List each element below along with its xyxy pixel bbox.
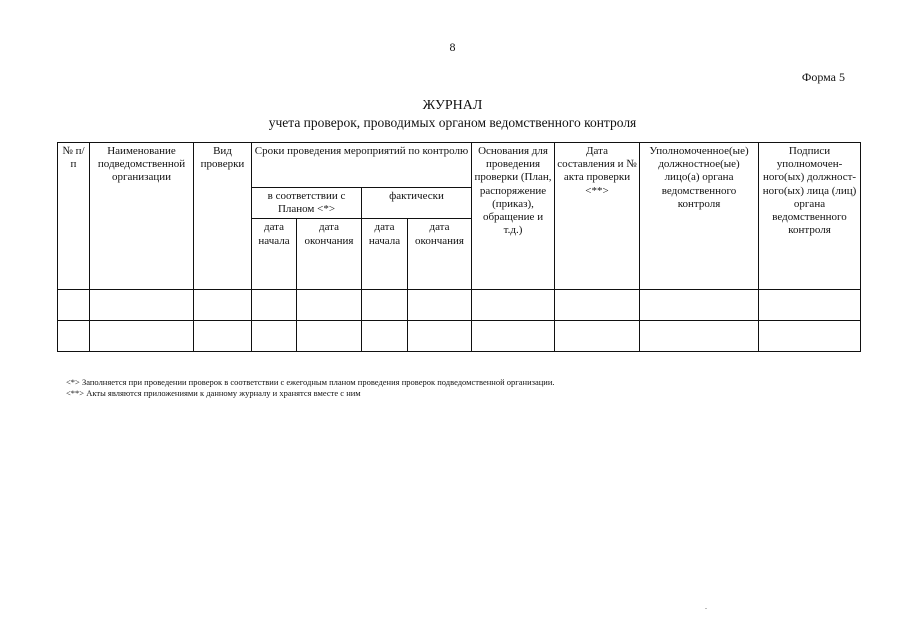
table-row — [58, 321, 861, 352]
table-cell[interactable] — [58, 290, 90, 321]
table-cell[interactable] — [297, 321, 362, 352]
header-per-plan: в соответствии с Планом <*> — [252, 188, 362, 219]
document-title: ЖУРНАЛ — [422, 98, 483, 113]
header-organization: Наименование подведомственной организации — [90, 143, 194, 290]
footnote-plan: <*> Заполняется при проведении проверок в соответствии с ежегодным планом проведения проверок подведомственной организации. — [66, 377, 555, 387]
table-cell[interactable] — [362, 321, 408, 352]
table-cell[interactable] — [58, 321, 90, 352]
table-row — [58, 290, 861, 321]
table-cell[interactable] — [555, 290, 640, 321]
header-official: Уполномоченное(ые) должностное(ые) лицо(а) органа ведомственного контроля — [640, 143, 759, 290]
form-label: Форма 5 — [801, 70, 845, 84]
table-cell[interactable] — [362, 290, 408, 321]
table-cell[interactable] — [555, 321, 640, 352]
table-cell[interactable] — [408, 321, 472, 352]
header-basis: Основания для проведения проверки (План, распоряжение (приказ), обращение и т.д.) — [472, 143, 555, 290]
journal-table — [57, 142, 861, 352]
table-cell[interactable] — [408, 290, 472, 321]
table-cell[interactable] — [252, 321, 297, 352]
footnotes — [66, 377, 555, 400]
page-number: 8 — [449, 40, 456, 54]
table-cell[interactable] — [194, 321, 252, 352]
header-signatures: Подписи уполномочен-ного(ых) должност-ного(ых) лица (лиц) органа ведомственного контроля — [759, 143, 861, 290]
footnote-acts: <**> Акты являются приложениями к данному журналу и хранятся вместе с ним — [66, 388, 361, 399]
table-cell[interactable] — [640, 290, 759, 321]
header-act-date: Дата составления и № акта проверки <**> — [555, 143, 640, 290]
table-cell[interactable] — [90, 321, 194, 352]
header-num: № п/п — [58, 143, 90, 290]
table-cell[interactable] — [297, 290, 362, 321]
table-cell[interactable] — [640, 321, 759, 352]
scan-speck — [705, 608, 707, 609]
header-terms: Сроки проведения мероприятий по контролю — [252, 143, 472, 188]
header-check-type: Вид проверки — [194, 143, 252, 290]
table-cell[interactable] — [194, 290, 252, 321]
header-actual-start: дата начала — [362, 219, 408, 290]
header-actual-end: дата окончания — [408, 219, 472, 290]
table-cell[interactable] — [759, 290, 861, 321]
document-subtitle: учета проверок, проводимых органом ведомственного контроля — [268, 115, 637, 130]
table-cell[interactable] — [252, 290, 297, 321]
header-row-1 — [58, 143, 861, 188]
table-cell[interactable] — [759, 321, 861, 352]
table-cell[interactable] — [472, 290, 555, 321]
table-cell[interactable] — [90, 290, 194, 321]
header-plan-end: дата окончания — [297, 219, 362, 290]
header-plan-start: дата начала — [252, 219, 297, 290]
table-cell[interactable] — [472, 321, 555, 352]
header-actual: фактически — [362, 188, 472, 219]
